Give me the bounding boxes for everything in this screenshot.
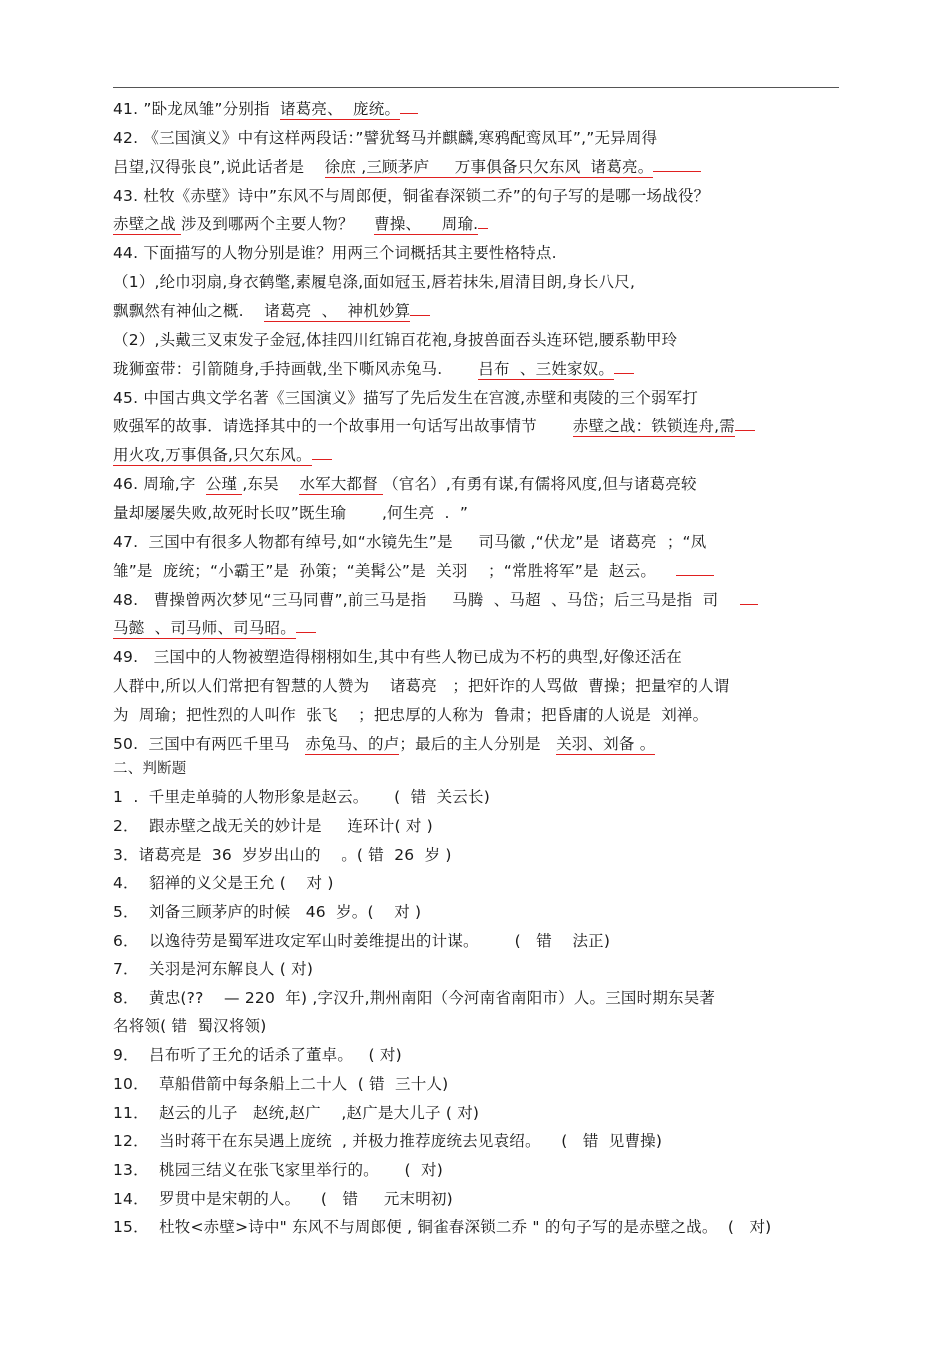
q46-text-a: 46. 周瑜,字 xyxy=(113,475,206,493)
judgment-item: 2． 跟赤壁之战无关的妙计是 连环计( 对 ) xyxy=(113,817,433,835)
judgment-item: 6． 以逸待劳是蜀军进攻定军山时姜维提出的计谋。 ( 错 法正) xyxy=(113,932,611,950)
judgment-item: 12． 当时蒋干在东吴遇上庞统 , 并极力推荐庞统去见袁绍。 ( 错 见曹操) xyxy=(113,1132,663,1150)
judgment-item-cont: 名将领( 错 蜀汉将领) xyxy=(113,1017,267,1035)
q43-line2 xyxy=(113,213,488,235)
q44-p2-text: 珑狮蛮带：引箭随身,手持画戟,坐下嘶风赤兔马. xyxy=(113,360,479,378)
judgment-item: 4． 貂禅的义父是王允 ( 对 ) xyxy=(113,874,334,892)
q44-line1: 44. 下面描写的人物分别是谁？用两三个词概括其主要性格特点. xyxy=(113,244,557,262)
q44-p1-line1: （1）,纶巾羽扇,身衣鹤氅,素履皂涤,面如冠玉,唇若抹朱,眉清目朗,身长八尺, xyxy=(113,273,636,291)
q41-line xyxy=(113,98,418,120)
q43-answer-battle: 赤壁之战 xyxy=(113,215,181,233)
section-title: 二、判断题 xyxy=(113,761,187,777)
judgment-item: 13． 桃园三结义在张飞家里举行的。 ( 对) xyxy=(113,1161,443,1179)
judgment-item: 15． 杜牧<赤壁>诗中" 东风不与周郎便 , 铜雀春深锁二乔 " 的句子写的是赤壁之战。 ( 对) xyxy=(113,1218,772,1236)
q45-line3 xyxy=(113,444,332,466)
q46-text-c: （官名）,有勇有谋,有儒将风度,但与诸葛亮较 xyxy=(383,475,697,493)
judgment-item: 11． 赵云的儿子 赵统,赵广 ,赵广是大儿子 ( 对) xyxy=(113,1104,480,1122)
q48-line1 xyxy=(113,589,758,611)
q42-text: 吕望,汉得张良”,说此话者是 xyxy=(113,158,325,176)
q46-answer-courtesy: 公瑾 xyxy=(205,475,243,493)
q45-line2 xyxy=(113,415,755,437)
judgment-item: 14． 罗贯中是宋朝的人。 ( 错 元末明初) xyxy=(113,1190,453,1208)
judgment-item: 8． 黄忠(?? — 220 年) ,字汉升,荆州南阳（今河南省南阳市）人。三国时期东吴著 xyxy=(113,989,716,1007)
q48-line2 xyxy=(113,617,316,639)
q45-answer: 赤壁之战：铁锁连舟,需 xyxy=(572,417,735,435)
q48-answer: 马腾 、马超 、马岱；后三马是指 司 xyxy=(452,591,719,609)
q50-answer-owners: 关羽、刘备 。 xyxy=(556,735,656,753)
q44-p2-answer: 吕布 、三姓家奴。 xyxy=(478,360,615,378)
judgment-item: 10． 草船借箭中每条船上二十人 ( 错 三十人) xyxy=(113,1075,449,1093)
q48-answer-cont: 马懿 、司马师、司马昭。 xyxy=(113,619,296,637)
judgment-item: 9． 吕布听了王允的话杀了董卓。 ( 对) xyxy=(113,1046,402,1064)
q46-line2: 量却屡屡失败,故死时长叹”既生瑜 ,何生亮 . ” xyxy=(113,504,469,522)
q41-answer: 诸葛亮、 庞统。 xyxy=(280,100,401,118)
judgment-item: 5． 刘备三顾茅庐的时候 46 岁。( 对 ) xyxy=(113,903,422,921)
q46-text-b: ,东吴 xyxy=(242,475,300,493)
q45-line1: 45. 中国古典文学名著《三国演义》描写了先后发生在宫渡,赤壁和夷陵的三个弱军打 xyxy=(113,389,699,407)
q44-p1-text: 飘飘然有神仙之概. xyxy=(113,302,265,320)
q42-line2 xyxy=(113,156,701,178)
q43-text: 涉及到哪两个主要人物？ xyxy=(180,215,375,233)
q43-answer-people: 曹操、 周瑜. xyxy=(374,215,479,233)
q47-line1: 47. 三国中有很多人物都有绰号,如“水镜先生”是 司马徽 ,“伏龙”是 诸葛亮 ；“凤 xyxy=(113,533,707,551)
q49-line3: 为 周瑜；把性烈的人叫作 张飞 ；把忠厚的人称为 鲁肃；把昏庸的人说是 刘禅。 xyxy=(113,706,709,724)
q50-line xyxy=(113,733,655,755)
q45-answer-cont: 用火攻,万事俱备,只欠东风。 xyxy=(113,446,312,464)
q42-line1: 42. 《三国演义》中有这样两段话：”譬犹驽马并麒麟,寒鸦配鸾凤耳”,”无异周得 xyxy=(113,129,658,147)
q43-line1: 43. 杜牧《赤壁》诗中”东风不与周郎便，铜雀春深锁二乔”的句子写的是哪一场战役？ xyxy=(113,187,710,205)
judgment-item: 1 . 千里走单骑的人物形象是赵云。 ( 错 关云长) xyxy=(113,788,490,806)
q41-text: 41. ”卧龙凤雏”分别指 xyxy=(113,100,280,118)
q44-p2-line2 xyxy=(113,358,634,380)
q50-text-mid: ；最后的主人分别是 xyxy=(399,735,557,753)
q49-line1: 49. 三国中的人物被塑造得栩栩如生,其中有些人物已成为不朽的典型,好像还活在 xyxy=(113,648,682,666)
q44-p1-answer: 诸葛亮 、 神机妙算 xyxy=(264,302,411,320)
q50-answer-horses: 赤兔马、的卢 xyxy=(305,735,400,753)
q48-text: 48. 曹操曾两次梦见“三马同曹”,前三马是指 xyxy=(113,591,453,609)
judgment-item: 3．诸葛亮是 36 岁岁出山的 。( 错 26 岁 ) xyxy=(113,846,452,864)
q47-line2 xyxy=(113,560,714,582)
q46-line1 xyxy=(113,473,697,495)
judgment-item: 7． 关羽是河东解良人 ( 对) xyxy=(113,960,314,978)
q42-answer: 徐庶 ,三顾茅庐 万事俱备只欠东风 诸葛亮。 xyxy=(324,158,654,176)
q45-text: 败强军的故事．请选择其中的一个故事用一句话写出故事情节 xyxy=(113,417,573,435)
q44-p1-line2 xyxy=(113,300,430,322)
q50-text: 50. 三国中有两匹千里马 xyxy=(113,735,306,753)
q49-line2: 人群中,所以人们常把有智慧的人赞为 诸葛亮 ；把奸诈的人骂做 曹操；把量窄的人谓 xyxy=(113,677,730,695)
q46-answer-title: 水军大都督 xyxy=(299,475,384,493)
q44-p2-line1: （2）,头戴三叉束发子金冠,体挂四川红锦百花袍,身披兽面吞头连环铠,腰系勒甲玲 xyxy=(113,331,678,349)
header-divider xyxy=(113,87,839,88)
q47-text: 雏”是 庞统；“小霸王”是 孙策；“美髯公”是 关羽 ；“常胜将军”是 赵云。 xyxy=(113,562,657,580)
